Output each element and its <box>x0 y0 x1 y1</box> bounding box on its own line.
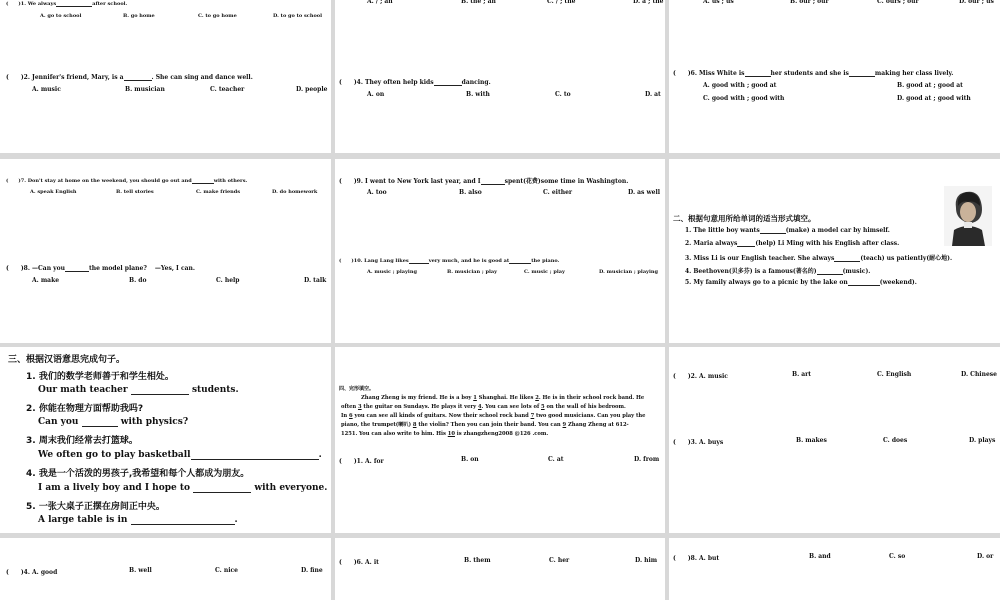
option-d: D. to go to school <box>273 13 323 19</box>
option-b: B. well <box>129 567 152 574</box>
answer-blank[interactable] <box>56 1 92 7</box>
option-a: A. music <box>32 86 61 93</box>
answer-blank[interactable] <box>760 227 786 234</box>
section-heading: 四、完形填空。 <box>339 386 375 392</box>
cloze-question-4: ( )4. A. good <box>6 569 58 576</box>
passage-line: Zhang Zheng is my friend. He is a boy 1 Shanghai. He likes 2. He is in their school rock band. He <box>361 395 645 401</box>
answer-blank[interactable] <box>834 255 860 262</box>
option-d: D. fine <box>301 567 323 574</box>
option-b: B. the ; an <box>461 0 496 5</box>
cloze-question-6: ( )6. A. it <box>339 559 379 566</box>
option-b: B. makes <box>796 437 827 444</box>
fill-item-1: 1. The little boy wants (make) a model car by himself. <box>685 227 890 234</box>
portrait-icon <box>944 186 992 246</box>
slide-11 <box>335 538 665 600</box>
option-a: A. / ; an <box>367 0 393 5</box>
option-d: D. or <box>977 553 994 560</box>
slide-8 <box>335 347 665 533</box>
option-b: B. also <box>459 189 482 196</box>
blank-number: 1 <box>473 395 477 401</box>
option-d: D. him <box>635 557 658 564</box>
option-d: D. from <box>634 456 660 463</box>
option-c: C. good with ; good with <box>703 95 785 102</box>
cloze-question-3: ( )3. A. buys <box>673 439 724 446</box>
option-c: C. to go home <box>198 13 237 19</box>
option-c: C. music ; play <box>524 269 565 275</box>
translation-item-2-en: Can you with physics? <box>38 417 189 427</box>
blank-number: 2 <box>535 395 539 401</box>
question-1: ( )1. We always after school. <box>6 1 128 7</box>
option-a: A. too <box>367 189 387 196</box>
question-8: ( )8. —Can you the model plane? —Yes, I can. <box>6 265 195 272</box>
answer-blank[interactable] <box>745 70 771 77</box>
option-a: A. speak English <box>30 189 77 195</box>
cloze-passage <box>341 394 665 439</box>
blank-number: 4 <box>477 404 482 410</box>
answer-blank[interactable] <box>192 178 214 184</box>
option-c: C. to <box>555 91 571 98</box>
translation-item-3-cn: 3. 周末我们经常去打篮球。 <box>26 436 138 446</box>
answer-blank[interactable] <box>131 385 189 395</box>
translation-item-4-cn: 4. 我是一个活泼的男孩子,我希望和每个人都成为朋友。 <box>26 469 250 479</box>
option-d: D. Chinese <box>961 371 997 378</box>
question-7: ( )7. Don't stay at home on the weekend, you should go out and with others. <box>6 178 248 184</box>
answer-blank[interactable] <box>193 483 251 493</box>
answer-blank[interactable] <box>82 417 118 427</box>
option-d: D. at <box>645 91 661 98</box>
cloze-question-8: ( )8. A. but <box>673 555 720 562</box>
fill-item-5: 5. My family always go to a picnic by the lake on (weekend). <box>685 279 917 286</box>
passage-line: 1251. You can also write to him. His 10 is zhangzheng2008 @126 .com. <box>341 431 549 437</box>
option-d: D. as well <box>628 189 661 196</box>
option-d: D. plays <box>969 437 996 444</box>
slide-6 <box>669 159 1000 343</box>
fill-item-3: 3. Miss Li is our English teacher. She always (teach) us patiently(耐心地). <box>685 255 953 262</box>
option-c: C. nice <box>215 567 238 574</box>
option-c: C. / ; the <box>547 0 576 5</box>
option-b: B. and <box>809 553 831 560</box>
option-c: C. English <box>877 371 912 378</box>
slide-3 <box>669 0 1000 153</box>
option-c: C. does <box>883 437 908 444</box>
option-b: B. do <box>129 277 147 284</box>
question-10: ( )10. Lang Lang likes very much, and he is good at the piano. <box>339 258 560 264</box>
option-c: C. teacher <box>210 86 245 93</box>
blank-number: 3 <box>357 404 362 410</box>
translation-item-5-cn: 5. 一张大桌子正摆在房间正中央。 <box>26 502 165 512</box>
question-6: ( )6. Miss White is her students and she is making her class lively. <box>673 70 954 77</box>
option-b: B. musician ; play <box>447 269 498 275</box>
option-d: D. musician ; playing <box>599 269 658 275</box>
option-c: C. ours ; our <box>877 0 919 5</box>
answer-blank[interactable] <box>509 258 531 264</box>
option-b: B. them <box>464 557 491 564</box>
option-a: A. good with ; good at <box>703 82 777 89</box>
option-c: C. at <box>548 456 564 463</box>
option-a: A. music ; playing <box>367 269 417 275</box>
answer-blank[interactable] <box>817 268 843 275</box>
option-d: D. talk <box>304 277 327 284</box>
option-c: C. either <box>543 189 573 196</box>
answer-blank[interactable] <box>65 265 89 272</box>
blank-number: 5 <box>541 404 545 410</box>
answer-blank[interactable] <box>849 70 875 77</box>
question-4: ( )4. They often help kids dancing. <box>339 79 491 86</box>
option-d: D. our ; us <box>959 0 994 5</box>
option-d: D. good at ; good with <box>897 95 971 102</box>
translation-item-4-en: I am a lively boy and I hope to with everyone. <box>38 483 328 493</box>
option-b: B. with <box>466 91 490 98</box>
slide-5 <box>335 159 665 343</box>
option-d: D. a ; the <box>633 0 664 5</box>
answer-blank[interactable] <box>409 258 429 264</box>
passage-line: In 6 you can see all kinds of guitars. Now their school rock band 7 two good musicians. Can you play the <box>341 413 646 419</box>
passage-line: often 3 the guitar on Sundays. He plays it very 4. You can see lots of 5 on the wall of his bedroom. <box>341 404 626 410</box>
fill-item-2: 2. Maria always (help) Li Ming with his English after class. <box>685 240 900 247</box>
section-heading: 三、根据汉语意思完成句子。 <box>8 355 126 365</box>
cloze-question-2: ( )2. A. music <box>673 373 728 380</box>
answer-blank[interactable] <box>737 240 755 247</box>
cloze-question-1: ( )1. A. for <box>339 458 384 465</box>
translation-item-1-en: Our math teacher students. <box>38 385 239 395</box>
option-c: C. so <box>889 553 906 560</box>
question-9: ( )9. I went to New York last year, and I spent(花费)some time in Washington. <box>339 178 629 185</box>
option-a: A. go to school <box>40 13 82 19</box>
blank-number: 8 <box>412 422 417 428</box>
option-b: B. tell stories <box>116 189 154 195</box>
option-b: B. good at ; good at <box>897 82 963 89</box>
slide-10 <box>0 538 331 600</box>
option-b: B. our ; our <box>790 0 829 5</box>
option-c: C. help <box>216 277 240 284</box>
option-b: B. on <box>461 456 479 463</box>
option-c: C. her <box>549 557 570 564</box>
option-b: B. go home <box>123 13 155 19</box>
translation-item-2-cn: 2. 你能在物理方面帮助我吗? <box>26 404 144 414</box>
slide-9 <box>669 347 1000 533</box>
question-2: ( )2. Jennifer's friend, Mary, is a . She can sing and dance well. <box>6 74 253 81</box>
slide-1 <box>0 0 331 153</box>
answer-blank[interactable] <box>848 279 880 286</box>
passage-line: piano, the trumpet(喇叭) 8 the violin? Then you can join their band. You can 9 Zhang Zheng at 612- <box>341 422 629 428</box>
section-heading: 二、根据句意用所给单词的适当形式填空。 <box>673 214 816 223</box>
answer-blank[interactable] <box>124 74 152 81</box>
translation-item-5-en: A large table is in . <box>38 515 238 525</box>
slide-7 <box>0 347 331 533</box>
option-b: B. art <box>792 371 812 378</box>
answer-blank[interactable] <box>481 178 505 185</box>
answer-blank[interactable] <box>131 515 235 525</box>
blank-number: 6 <box>349 413 353 419</box>
blank-number: 9 <box>562 422 567 428</box>
blank-number: 10 <box>447 431 455 437</box>
slide-12 <box>669 538 1000 600</box>
option-a: A. on <box>367 91 385 98</box>
option-a: A. us ; us <box>703 0 734 5</box>
option-b: B. musician <box>125 86 165 93</box>
blank-number: 7 <box>530 413 535 419</box>
translation-item-1-cn: 1. 我们的数学老师善于和学生相处。 <box>26 372 174 382</box>
answer-blank[interactable] <box>191 450 319 460</box>
translation-item-3-en: We often go to play basketball . <box>38 450 322 460</box>
answer-blank[interactable] <box>434 79 462 86</box>
option-d: D. people <box>296 86 328 93</box>
option-d: D. do homework <box>272 189 318 195</box>
option-a: A. make <box>32 277 60 284</box>
slide-2 <box>335 0 665 153</box>
option-c: C. make friends <box>196 189 241 195</box>
fill-item-4: 4. Beethoven(贝多芬) is a famous(著名的) (music). <box>685 268 871 275</box>
slide-4 <box>0 159 331 343</box>
beethoven-portrait-image <box>944 186 992 246</box>
